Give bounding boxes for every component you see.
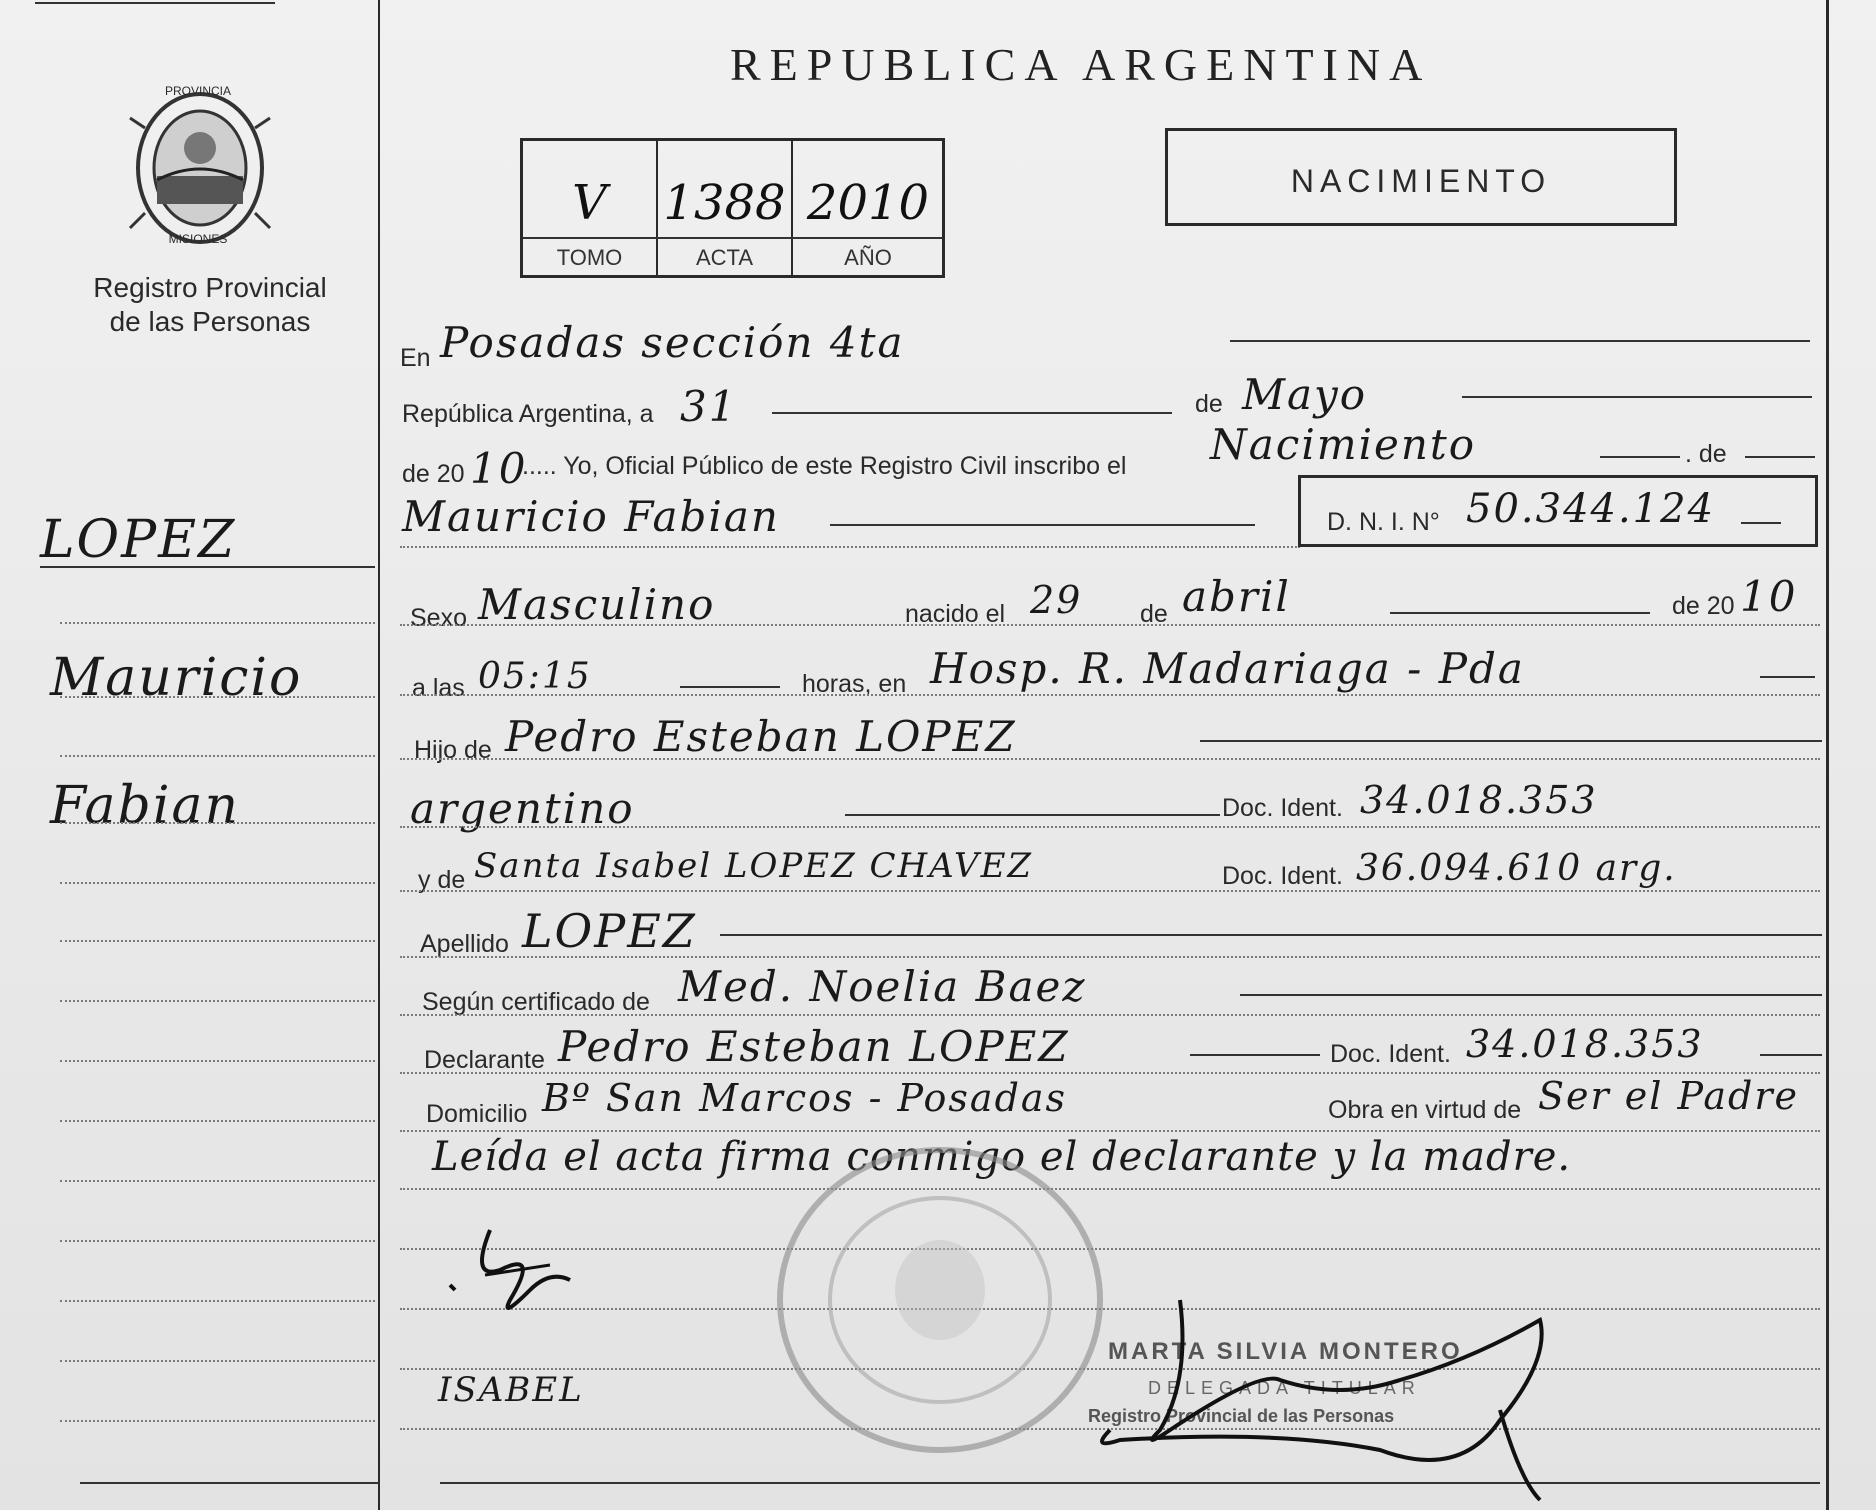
hijo-de-label: Hijo de <box>414 736 492 764</box>
domicilio-label: Domicilio <box>426 1100 528 1128</box>
declarante-doc-value: 34.018.353 <box>1466 1022 1704 1066</box>
birth-month-value: abril <box>1182 572 1291 621</box>
mother-signature: ISABEL <box>438 1370 584 1410</box>
de20-label-birth: de 20 <box>1672 592 1735 620</box>
dni-value: 50.344.124 <box>1466 486 1716 532</box>
misiones-seal-icon <box>125 88 275 248</box>
right-edge-line <box>1826 0 1829 1510</box>
child-name-value: Mauricio Fabian <box>402 492 780 541</box>
registry-stamp-icon <box>770 1140 1110 1460</box>
obra-label: Obra en virtud de <box>1328 1096 1522 1124</box>
mother-doc-value: 36.094.610 arg. <box>1356 848 1677 889</box>
official-signature-icon <box>1080 1280 1560 1510</box>
sexo-value: Masculino <box>478 580 716 629</box>
declarante-label: Declarante <box>424 1046 545 1074</box>
registry-name-line1: Registro Provincial <box>93 272 327 303</box>
hour-value: 05:15 <box>478 656 592 697</box>
mother-doc-label: Doc. Ident. <box>1222 862 1343 890</box>
seal-bottom-text: MISIONES <box>168 232 228 246</box>
record-type-label: NACIMIENTO <box>1290 163 1552 199</box>
birth-day-value: 29 <box>1030 578 1083 622</box>
tomo-label: TOMO <box>556 245 623 270</box>
seal-top-text: PROVINCIA <box>164 84 231 98</box>
en-value: Posadas sección 4ta <box>440 318 905 367</box>
de-label-birth: de <box>1140 600 1168 628</box>
margin-name-1: Mauricio <box>50 648 303 708</box>
record-type-box <box>1165 128 1677 226</box>
father-nationality-value: argentino <box>410 784 635 833</box>
dni-box <box>1298 475 1818 547</box>
anio-label: AÑO <box>844 245 892 270</box>
declarante-value: Pedro Esteban LOPEZ <box>558 1022 1070 1071</box>
acta-value: 1388 <box>663 175 786 231</box>
y-de-label: y de <box>418 866 466 894</box>
de-label-act: . de <box>1685 440 1727 468</box>
official-office-stamp: Registro Provincial de las Personas <box>1088 1406 1395 1426</box>
mother-name-value: Santa Isabel LOPEZ CHAVEZ <box>474 846 1034 886</box>
horas-en-label: horas, en <box>802 670 907 698</box>
registry-name-line2: de las Personas <box>109 306 311 337</box>
en-label: En <box>400 344 431 372</box>
yo-oficial-label: ..... Yo, Oficial Público de este Registro Civil inscribo el <box>522 452 1127 480</box>
domicilio-value: Bº San Marcos - Posadas <box>542 1076 1068 1120</box>
de20-label: de 20 <box>402 460 465 488</box>
column-divider <box>378 0 380 1510</box>
tomo-value: V <box>572 175 607 231</box>
official-name-stamp: MARTA SILVIA MONTERO <box>1108 1338 1463 1365</box>
alas-label: a las <box>412 674 465 702</box>
year-suffix-value: 10 <box>470 444 528 493</box>
father-doc-label: Doc. Ident. <box>1222 794 1343 822</box>
de-label-month: de <box>1195 390 1223 418</box>
margin-surname: LOPEZ <box>40 510 237 570</box>
declarante-doc-label: Doc. Ident. <box>1330 1040 1451 1068</box>
official-title-stamp: DELEGADA TITULAR <box>1148 1378 1421 1398</box>
top-left-rule <box>35 2 275 4</box>
republica-label: República Argentina, a <box>402 400 654 428</box>
dni-label: D. N. I. N° <box>1327 508 1440 536</box>
obra-value: Ser el Padre <box>1538 1074 1799 1118</box>
father-name-value: Pedro Esteban LOPEZ <box>505 712 1017 761</box>
country-title: REPUBLICA ARGENTINA <box>730 39 1432 90</box>
sexo-label: Sexo <box>410 604 467 632</box>
acta-label: ACTA <box>695 245 754 270</box>
apellido-value: LOPEZ <box>522 904 697 958</box>
leida-text: Leída el acta firma conmigo el declarante y la madre. <box>432 1134 1572 1180</box>
anio-value: 2010 <box>806 175 930 231</box>
apellido-label: Apellido <box>420 930 509 958</box>
birth-year-suffix: 10 <box>1740 572 1798 621</box>
segun-certificado-label: Según certificado de <box>422 988 650 1016</box>
birth-place-value: Hosp. R. Madariaga - Pda <box>930 644 1525 693</box>
nacido-label: nacido el <box>905 600 1006 628</box>
month-value: Mayo <box>1242 370 1368 419</box>
certificado-value: Med. Noelia Baez <box>678 962 1087 1011</box>
act-type-value: Nacimiento <box>1210 420 1477 469</box>
margin-name-2: Fabian <box>50 776 240 836</box>
declarant-signature-icon <box>430 1210 590 1330</box>
day-value: 31 <box>680 382 738 431</box>
record-number-box <box>520 138 945 278</box>
father-doc-value: 34.018.353 <box>1360 778 1598 822</box>
